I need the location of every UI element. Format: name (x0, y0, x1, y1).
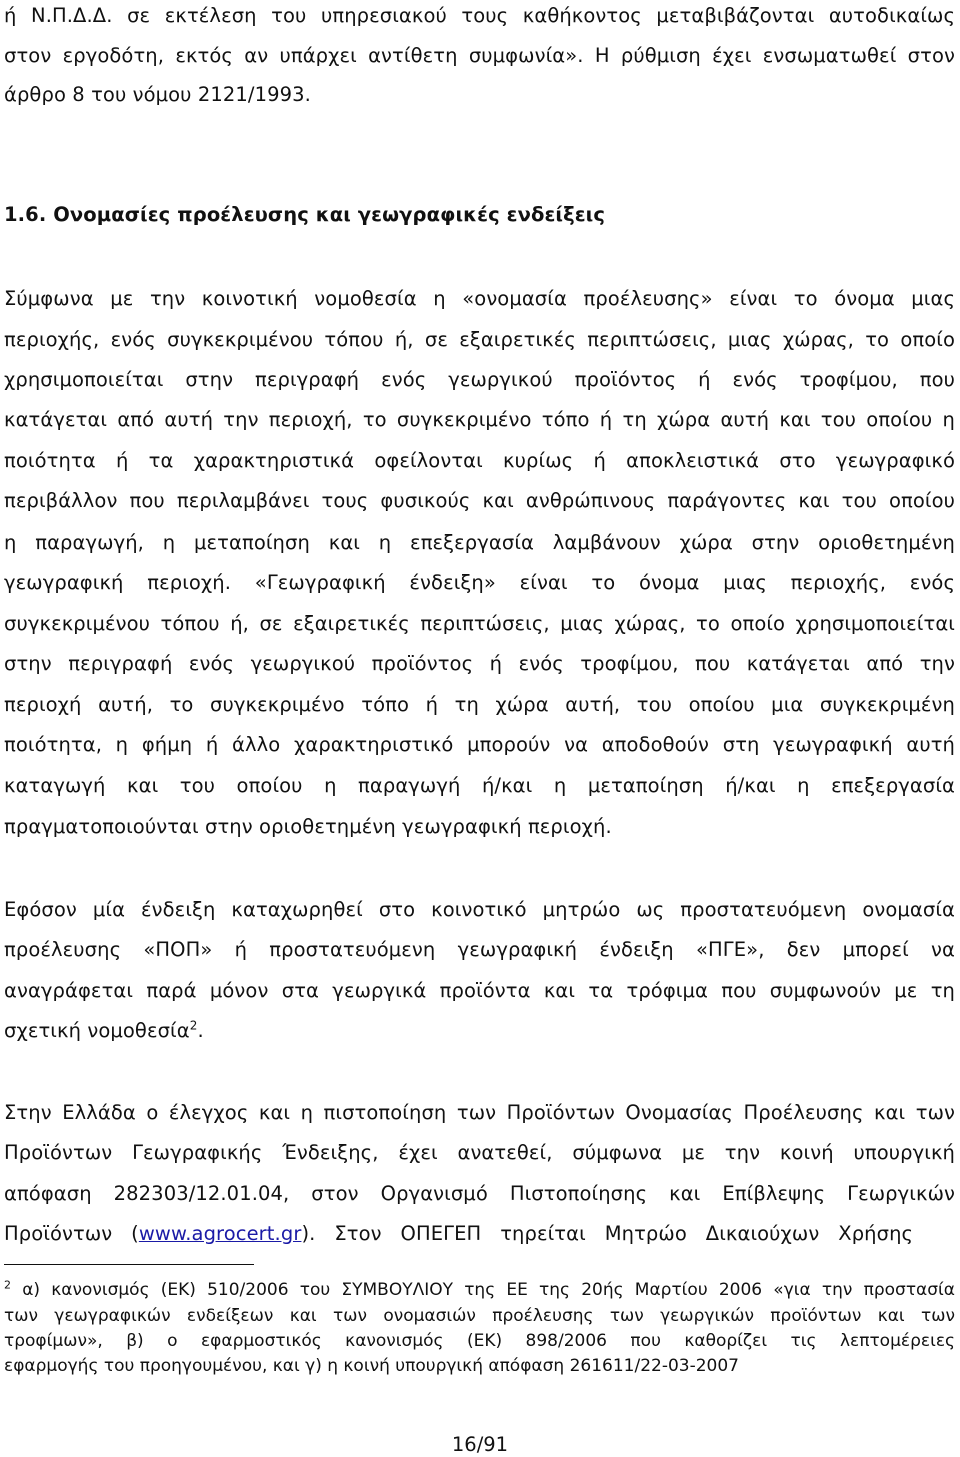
paragraph-text: Προϊόντων ( (4, 1222, 139, 1245)
footnote-text: α) κανονισμός (ΕΚ) 510/2006 του ΣΥΜΒΟΥΛΙΟΥ της ΕΕ της 20ής Μαρτίου 2006 «για την προστασία (11, 1280, 955, 1300)
intro-line: ή Ν.Π.Δ.Δ. σε εκτέλεση του υπηρεσιακού τους καθήκοντος μεταβιβάζονται αυτοδικαίως (4, 4, 955, 27)
footnote-line: τροφίμων», β) ο εφαρμοστικός κανονισμός (ΕΚ) 898/2006 που καθορίζει τις λεπτομέρειες (4, 1331, 955, 1351)
paragraph-line: ποιότητα, η φήμη ή άλλο χαρακτηριστικό μπορούν να αποδοθούν στη γεωγραφική αυτή (4, 733, 955, 756)
footnote-line (4, 1279, 955, 1301)
paragraph-text: σχετική νομοθεσία (4, 1019, 190, 1042)
paragraph-line: περιβάλλον που περιλαμβάνει τους φυσικούς και ανθρώπινους παράγοντες και του οποίου (4, 489, 955, 512)
footnote-number: 2 (4, 1278, 11, 1292)
paragraph-line: χρησιμοποιείται στην περιγραφή ενός γεωργικού προϊόντος ή ενός τροφίμου, που (4, 368, 955, 391)
paragraph-line (4, 1222, 955, 1246)
page-number: 16/91 (451, 1433, 509, 1456)
paragraph-line: καταγωγή και του οποίου η παραγωγή ή/και η μεταποίηση ή/και η επεξεργασία (4, 774, 955, 797)
paragraph-line: προέλευσης «ΠΟΠ» ή προστατευόμενη γεωγραφική ένδειξη «ΠΓΕ», δεν μπορεί να (4, 938, 955, 961)
intro-line: στον εργοδότη, εκτός αν υπάρχει αντίθετη συμφωνία». Η ρύθμιση έχει ενσωματωθεί στον (4, 44, 955, 67)
intro-line: άρθρο 8 του νόμου 2121/1993. (4, 83, 311, 106)
section-heading: 1.6. Ονομασίες προέλευσης και γεωγραφικές ενδείξεις (4, 203, 606, 226)
footnote-divider (4, 1264, 254, 1265)
paragraph-line: συγκεκριμένου τόπου ή, σε εξαιρετικές περιπτώσεις, μιας χώρας, το οποίο χρησιμοποιείται (4, 612, 955, 635)
paragraph-line: η παραγωγή, η μεταποίηση και η επεξεργασία λαμβάνουν χώρα στην οριοθετημένη (4, 531, 955, 554)
paragraph-line: απόφαση 282303/12.01.04, στον Οργανισμό Πιστοποίησης και Επίβλεψης Γεωργικών (4, 1182, 955, 1205)
footnote-line: εφαρμογής του προηγουμένου, και γ) η κοινή υπουργική απόφαση 261611/22-03-2007 (4, 1356, 740, 1376)
paragraph-line: Προϊόντων Γεωγραφικής Ένδειξης, έχει ανατεθεί, σύμφωνα με την κοινή υπουργική (4, 1141, 955, 1164)
paragraph-line: γεωγραφική περιοχή. «Γεωγραφική ένδειξη» είναι το όνομα μιας περιοχής, ενός (4, 571, 955, 594)
paragraph-line: Εφόσον μία ένδειξη καταχωρηθεί στο κοινοτικό μητρώο ως προστατευόμενη ονομασία (4, 898, 955, 921)
paragraph-text: . (197, 1019, 204, 1042)
paragraph-line: στην περιγραφή ενός γεωργικού προϊόντος ή ενός τροφίμου, που κατάγεται από την (4, 652, 955, 675)
paragraph-line: πραγματοποιούνται στην οριοθετημένη γεωγραφική περιοχή. (4, 815, 612, 838)
paragraph-line: Στην Ελλάδα ο έλεγχος και η πιστοποίηση των Προϊόντων Ονομασίας Προέλευσης και των (4, 1101, 955, 1124)
paragraph-line (4, 1019, 955, 1043)
paragraph-line: αναγράφεται παρά μόνον στα γεωργικά προϊόντα και τα τρόφιμα που συμφωνούν με τη (4, 979, 955, 1002)
agrocert-link[interactable]: www.agrocert.gr (138, 1222, 302, 1245)
paragraph-line: κατάγεται από αυτή την περιοχή, το συγκεκριμένο τόπο ή τη χώρα αυτή και του οποίου η (4, 408, 955, 431)
paragraph-line: περιοχή αυτή, το συγκεκριμένο τόπο ή τη χώρα αυτή, του οποίου μια συγκεκριμένη (4, 693, 955, 716)
footnote-line: των γεωγραφικών ενδείξεων και των ονομασιών προέλευσης των γεωργικών προϊόντων και των (4, 1306, 955, 1326)
paragraph-line: ποιότητα ή τα χαρακτηριστικά οφείλονται κυρίως ή αποκλειστικά στο γεωγραφικό (4, 449, 955, 472)
footnote-reference[interactable]: 2 (189, 1018, 198, 1033)
paragraph-line: περιοχής, ενός συγκεκριμένου τόπου ή, σε εξαιρετικές περιπτώσεις, μιας χώρας, το οποίο (4, 328, 955, 351)
paragraph-text: ). Στον ΟΠΕΓΕΠ τηρείται Μητρώο Δικαιούχων Χρήσης (301, 1222, 914, 1245)
paragraph-line: Σύμφωνα με την κοινοτική νομοθεσία η «ονομασία προέλευσης» είναι το όνομα μιας (4, 287, 955, 310)
